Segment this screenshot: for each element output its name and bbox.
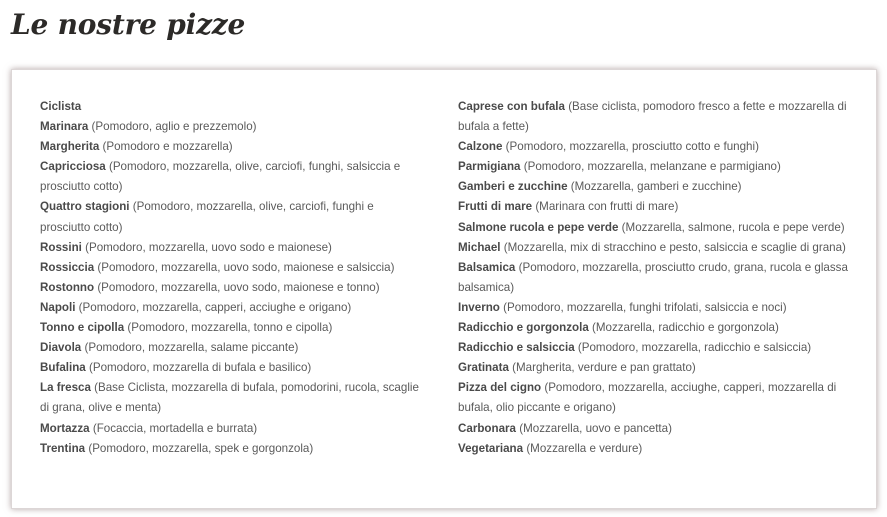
- pizza-item: [40, 117, 425, 137]
- pizza-ingredients: (Pomodoro, mozzarella di bufala e basilico): [85, 361, 312, 375]
- pizza-name: Salmone rucola e pepe verde: [458, 220, 619, 234]
- pizza-item: [458, 177, 856, 197]
- pizza-item: [458, 378, 856, 418]
- pizza-ingredients: (Pomodoro e mozzarella): [99, 140, 233, 154]
- pizza-name: Capricciosa: [40, 160, 106, 174]
- pizza-ingredients: (Pomodoro, mozzarella, uovo sodo, maionese e tonno): [94, 280, 380, 294]
- pizza-item: [458, 97, 856, 137]
- pizza-ingredients: (Pomodoro, mozzarella, olive, carciofi, funghi, salsiccia e prosciutto cotto): [40, 160, 401, 194]
- pizza-name: Pizza del cigno: [458, 381, 542, 395]
- pizza-ingredients: (Base ciclista, pomodoro fresco a fette e mozzarella di bufala a fette): [458, 100, 847, 134]
- pizza-name: Marinara: [40, 120, 89, 134]
- pizza-menu-card: [12, 70, 876, 508]
- pizza-ingredients: (Pomodoro, aglio e prezzemolo): [88, 120, 257, 134]
- pizza-ingredients: (Pomodoro, mozzarella, uovo sodo e maionese): [81, 240, 332, 254]
- pizza-ingredients: (Pomodoro, mozzarella, spek e gorgonzola): [85, 441, 314, 455]
- pizza-name: Inverno: [458, 300, 500, 314]
- pizza-item: [40, 137, 425, 157]
- menu-column-right: [458, 97, 856, 459]
- pizza-item: [458, 218, 856, 238]
- pizza-ingredients: (Pomodoro, mozzarella, acciughe, capperi, mozzarella di bufala, olio piccante e origano): [458, 381, 837, 415]
- pizza-name: Calzone: [458, 140, 503, 154]
- pizza-item: [458, 157, 856, 177]
- pizza-name: Margherita: [40, 140, 100, 154]
- pizza-item: [40, 238, 425, 258]
- pizza-name: Radicchio e gorgonzola: [458, 321, 589, 335]
- pizza-item: [40, 338, 425, 358]
- pizza-item: [458, 258, 856, 298]
- pizza-ingredients: (Marinara con frutti di mare): [532, 200, 679, 214]
- pizza-item: [458, 137, 856, 157]
- pizza-name: Parmigiana: [458, 160, 521, 174]
- pizza-name: Quattro stagioni: [40, 200, 130, 214]
- pizza-item: [458, 318, 856, 338]
- pizza-item: [40, 197, 425, 237]
- pizza-ingredients: (Pomodoro, mozzarella, uovo sodo, maionese e salsiccia): [94, 260, 395, 274]
- pizza-item: [40, 419, 425, 439]
- pizza-item: [458, 298, 856, 318]
- pizza-item: [458, 338, 856, 358]
- page-title: Le nostre pizze: [11, 8, 246, 41]
- pizza-ingredients: (Pomodoro, mozzarella, prosciutto crudo, grana, rucola e glassa balsamica): [458, 260, 848, 294]
- pizza-ingredients: (Pomodoro, mozzarella, funghi trifolati, salsiccia e noci): [499, 300, 787, 314]
- pizza-ingredients: (Mozzarella e verdure): [523, 441, 643, 455]
- pizza-name: Radicchio e salsiccia: [458, 341, 575, 355]
- pizza-ingredients: (Mozzarella, salmone, rucola e pepe verde): [618, 220, 845, 234]
- pizza-ingredients: (Base Ciclista, mozzarella di bufala, pomodorini, rucola, scaglie di grana, olive e menta): [40, 381, 419, 415]
- pizza-ingredients: (Pomodoro, mozzarella, radicchio e salsiccia): [574, 341, 812, 355]
- pizza-name: Diavola: [40, 341, 82, 355]
- pizza-name: La fresca: [40, 381, 91, 395]
- pizza-ingredients: (Pomodoro, mozzarella, prosciutto cotto e funghi): [502, 140, 759, 154]
- pizza-name: Rostonno: [40, 280, 95, 294]
- pizza-ingredients: (Focaccia, mortadella e burrata): [89, 421, 258, 435]
- pizza-name: Tonno e cipolla: [40, 321, 125, 335]
- pizza-item: [458, 358, 856, 378]
- pizza-ingredients: (Mozzarella, uovo e pancetta): [516, 421, 672, 435]
- pizza-item: [40, 358, 425, 378]
- pizza-item: [458, 439, 856, 459]
- pizza-item: [40, 258, 425, 278]
- pizza-ingredients: (Mozzarella, mix di stracchino e pesto, salsiccia e scaglie di grana): [500, 240, 846, 254]
- pizza-ingredients: (Pomodoro, mozzarella, salame piccante): [81, 341, 299, 355]
- pizza-name: Carbonara: [458, 421, 516, 435]
- pizza-ingredients: (Margherita, verdure e pan grattato): [508, 361, 696, 375]
- pizza-item: [458, 197, 856, 217]
- pizza-item: [458, 238, 856, 258]
- pizza-name: Frutti di mare: [458, 200, 533, 214]
- pizza-name: Mortazza: [40, 421, 90, 435]
- pizza-name: Vegetariana: [458, 441, 524, 455]
- pizza-ingredients: (Pomodoro, mozzarella, capperi, acciughe e origano): [75, 300, 352, 314]
- pizza-item: [40, 157, 425, 197]
- pizza-name: Gamberi e zucchine: [458, 180, 568, 194]
- pizza-ingredients: (Pomodoro, mozzarella, olive, carciofi, funghi e prosciutto cotto): [40, 200, 374, 234]
- pizza-item: [40, 318, 425, 338]
- pizza-item: [40, 298, 425, 318]
- pizza-name: Napoli: [40, 300, 76, 314]
- pizza-item: [40, 97, 425, 117]
- pizza-ingredients: (Pomodoro, mozzarella, tonno e cipolla): [124, 321, 333, 335]
- pizza-name: Ciclista: [40, 100, 82, 113]
- pizza-name: Trentina: [40, 441, 86, 455]
- pizza-name: Michael: [458, 240, 501, 254]
- pizza-name: Gratinata: [458, 361, 509, 375]
- pizza-ingredients: (Mozzarella, radicchio e gorgonzola): [588, 321, 779, 335]
- pizza-name: Rossini: [40, 240, 82, 254]
- pizza-item: [40, 378, 425, 418]
- pizza-item: [458, 419, 856, 439]
- pizza-name: Balsamica: [458, 260, 516, 274]
- menu-column-left: [40, 97, 425, 459]
- pizza-ingredients: (Mozzarella, gamberi e zucchine): [567, 180, 742, 194]
- pizza-name: Bufalina: [40, 361, 86, 375]
- pizza-item: [40, 439, 425, 459]
- pizza-ingredients: (Pomodoro, mozzarella, melanzane e parmigiano): [520, 160, 781, 174]
- pizza-name: Rossiccia: [40, 260, 95, 274]
- pizza-item: [40, 278, 425, 298]
- pizza-name: Caprese con bufala: [458, 100, 565, 113]
